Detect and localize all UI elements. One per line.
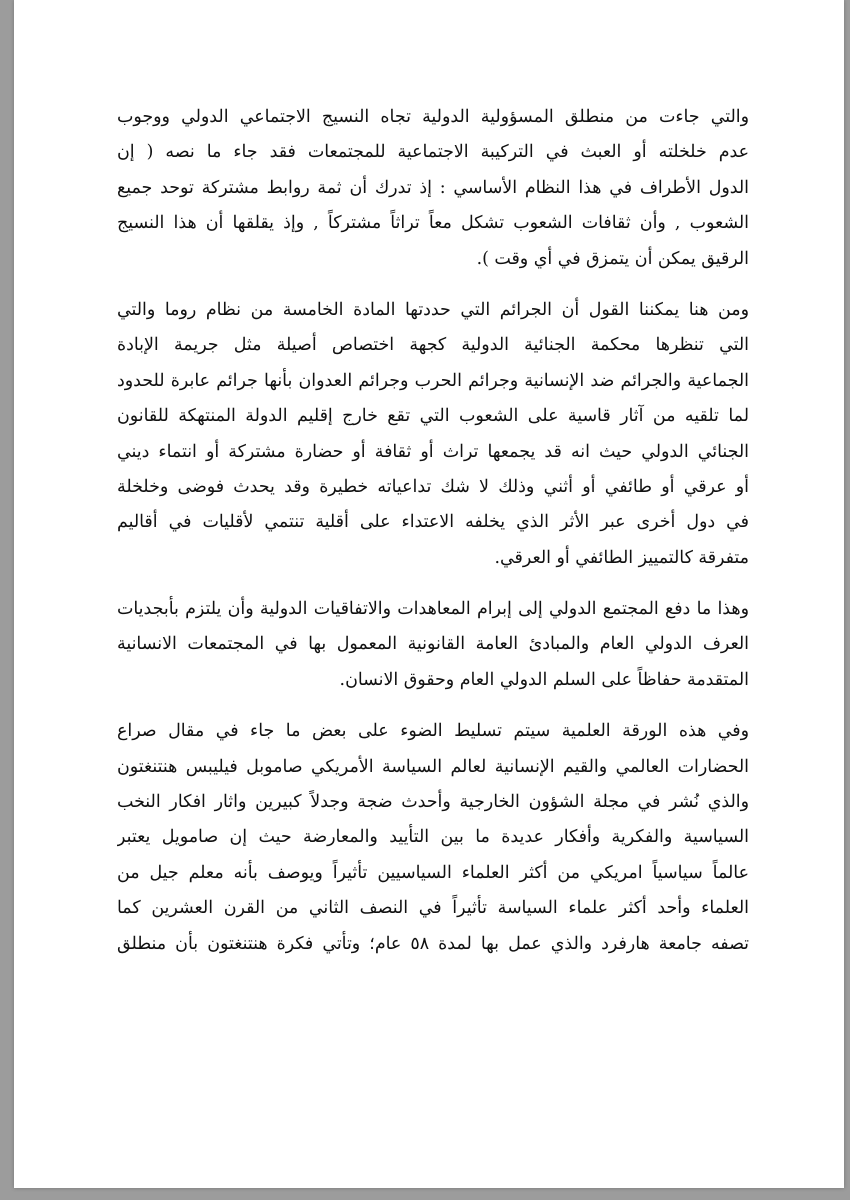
paragraph-2 bbox=[117, 293, 749, 576]
text-line: في دول أخرى عبر الأثر الذي يخلفه الاعتداء على أقلية تنتمي لأقليات في أقاليم bbox=[117, 512, 749, 533]
text-line: أو عرقي أو طائفي أو أثني وذلك لا شك تداعياته خطيرة وقد يحدث فوضى وخلخلة bbox=[117, 476, 749, 497]
text-line: والذي نُشر في مجلة الشؤون الخارجية وأحدث ضجة وجدلاً كبيرين واثار افكار النخب bbox=[117, 792, 749, 813]
text-line: التي تنظرها محكمة الجنائية الدولية كجهة اختصاص أصيلة مثل جريمة الإبادة bbox=[117, 335, 749, 356]
text-line: السياسية والفكرية وأفكار عديدة ما بين التأييد والمعارضة حيث إن صامويل يعتبر bbox=[117, 827, 749, 848]
text-line: الرقيق يمكن أن يتمزق في أي وقت ). bbox=[476, 248, 749, 269]
document-body bbox=[117, 100, 749, 978]
text-line: تصفه جامعة هارفرد والذي عمل بها لمدة ٥٨ عام؛ وتأتي فكرة هنتنغتون بأن منطلق bbox=[117, 933, 749, 954]
text-line: وهذا ما دفع المجتمع الدولي إلى إبرام المعاهدات والاتفاقيات الدولية وأن يلتزم بأبجديات bbox=[117, 599, 749, 620]
paragraph-3 bbox=[117, 592, 749, 698]
text-line: الشعوب , وأن ثقافات الشعوب تشكل معاً تراثاً مشتركاً , وإذ يقلقها أن هذا النسيج bbox=[117, 213, 749, 234]
text-line: متفرقة كالتمييز الطائفي أو العرقي. bbox=[494, 547, 749, 568]
paragraph-4 bbox=[117, 714, 749, 962]
text-line: الحضارات العالمي والقيم الإنسانية لعالم السياسة الأمريكي صاموبل فيليبس هنتنغتون bbox=[117, 756, 749, 777]
text-line: الجنائي الدولي حيث انه قد يجمعها تراث أو ثقافة أو حضارة مشتركة أو انتماء ديني bbox=[117, 441, 749, 462]
text-line: وفي هذه الورقة العلمية سيتم تسليط الضوء على بعض ما جاء في مقال صراع bbox=[117, 721, 749, 742]
text-line: العلماء وأحد أكثر علماء السياسة تأثيراً في النصف الثاني من القرن العشرين كما bbox=[117, 898, 749, 919]
text-line: المتقدمة حفاظاً على السلم الدولي العام وحقوق الانسان. bbox=[339, 669, 749, 690]
text-line: الجماعية والجرائم ضد الإنسانية وجرائم الحرب وجرائم العدوان بأنها جرائم عابرة للحدود bbox=[117, 370, 749, 391]
text-line: لما تلقيه من آثار قاسية على الشعوب التي تقع خارج إقليم الدولة المنتهكة للقانون bbox=[117, 406, 749, 427]
document-page bbox=[14, 0, 844, 1188]
text-line: الدول الأطراف في هذا النظام الأساسي : إذ تدرك أن ثمة روابط مشتركة توحد جميع bbox=[117, 177, 749, 198]
text-line: ومن هنا يمكننا القول أن الجرائم التي حددتها المادة الخامسة من نظام روما والتي bbox=[117, 299, 749, 320]
paragraph-1 bbox=[117, 100, 749, 277]
text-line: عدم خلخلته أو العبث في التركيبة الاجتماعية للمجتمعات فقد جاء ما نصه ( إن bbox=[117, 142, 749, 163]
text-line: والتي جاءت من منطلق المسؤولية الدولية تجاه النسيج الاجتماعي الدولي ووجوب bbox=[117, 107, 749, 127]
text-line: عالماً سياسياً امريكي من أكثر العلماء السياسيين تأثيراً ويوصف بأنه معلم جيل من bbox=[117, 862, 749, 883]
text-line: العرف الدولي العام والمبادئ العامة القانونية المعمول بها في المجتمعات الانسانية bbox=[117, 634, 749, 655]
